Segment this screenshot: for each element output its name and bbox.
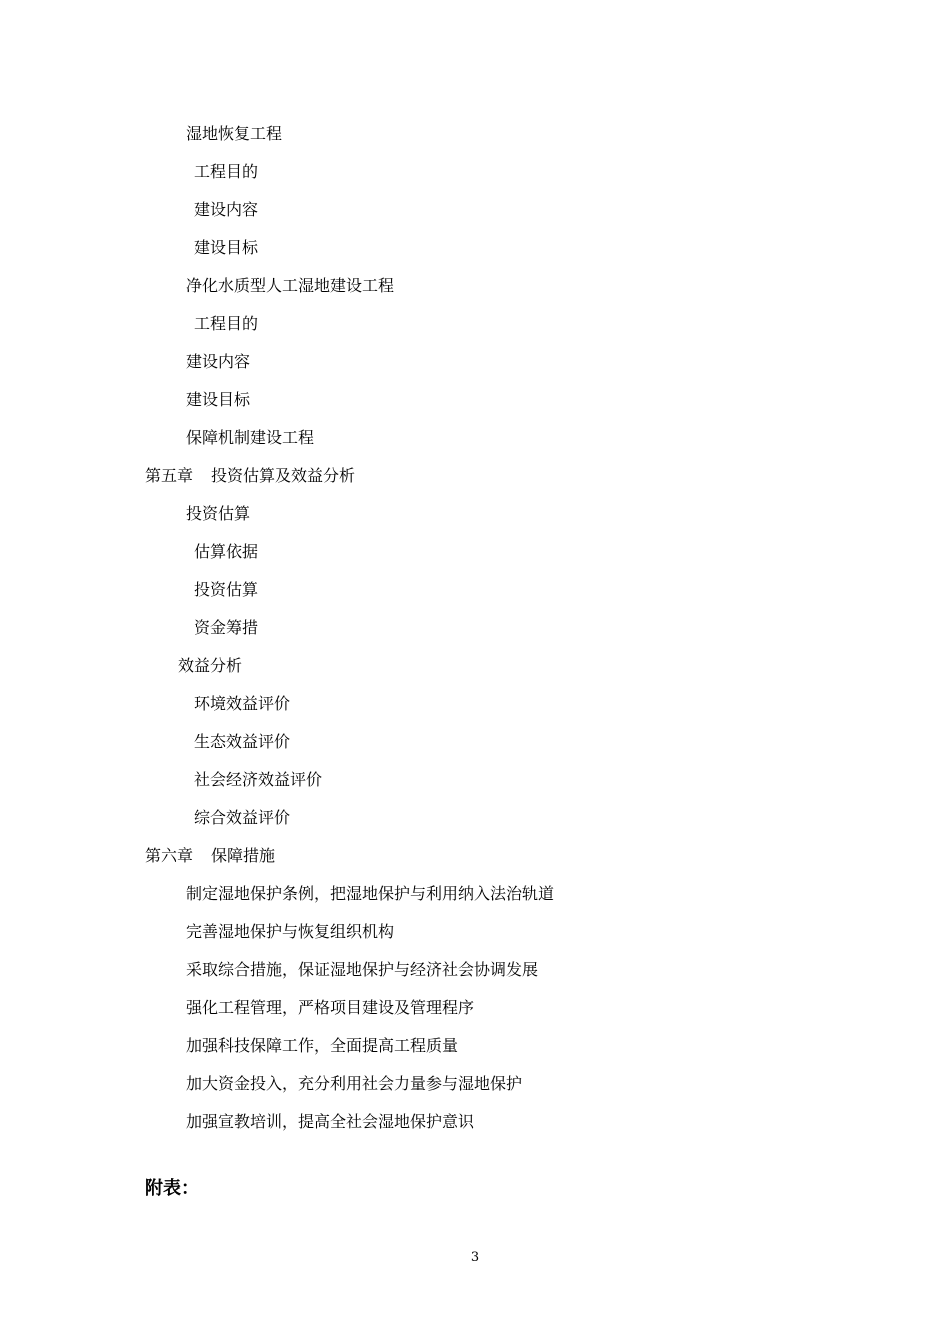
chapter-number: 第六章 <box>145 846 194 865</box>
chapter-title: 投资估算及效益分析 <box>211 466 356 485</box>
toc-entry: 湿地恢复工程 <box>186 124 283 143</box>
toc-entry: 建设目标 <box>194 238 259 257</box>
toc-entry: 加大资金投入，充分利用社会力量参与湿地保护 <box>186 1074 523 1093</box>
chapter-title: 保障措施 <box>211 846 276 865</box>
chapter-number: 第五章 <box>145 466 194 485</box>
toc-entry: 保障机制建设工程 <box>186 428 315 447</box>
toc-entry: 制定湿地保护条例，把湿地保护与利用纳入法治轨道 <box>186 884 555 903</box>
toc-entry: 强化工程管理，严格项目建设及管理程序 <box>186 998 475 1017</box>
toc-entry: 加强科技保障工作，全面提高工程质量 <box>186 1036 459 1055</box>
toc-entry: 效益分析 <box>178 656 243 675</box>
toc-entry: 工程目的 <box>194 314 259 333</box>
toc-entry: 投资估算 <box>194 580 259 599</box>
toc-entry: 加强宣教培训，提高全社会湿地保护意识 <box>186 1112 475 1131</box>
toc-entry: 投资估算 <box>186 504 251 523</box>
toc-entry: 建设内容 <box>186 352 251 371</box>
toc-entry: 综合效益评价 <box>194 808 291 827</box>
chapter-heading <box>145 846 275 866</box>
toc-entry: 资金筹措 <box>194 618 259 637</box>
toc-entry: 完善湿地保护与恢复组织机构 <box>186 922 395 941</box>
appendix-heading: 附表： <box>145 1178 199 1199</box>
toc-entry: 建设内容 <box>194 200 259 219</box>
toc-entry: 社会经济效益评价 <box>194 770 323 789</box>
toc-entry: 净化水质型人工湿地建设工程 <box>186 276 395 295</box>
page-number: 3 <box>470 1250 480 1265</box>
toc-entry: 建设目标 <box>186 390 251 409</box>
chapter-heading <box>145 466 355 486</box>
toc-entry: 估算依据 <box>194 542 259 561</box>
toc-entry: 工程目的 <box>194 162 259 181</box>
toc-entry: 生态效益评价 <box>194 732 291 751</box>
toc-entry: 环境效益评价 <box>194 694 291 713</box>
toc-entry: 采取综合措施，保证湿地保护与经济社会协调发展 <box>186 960 539 979</box>
